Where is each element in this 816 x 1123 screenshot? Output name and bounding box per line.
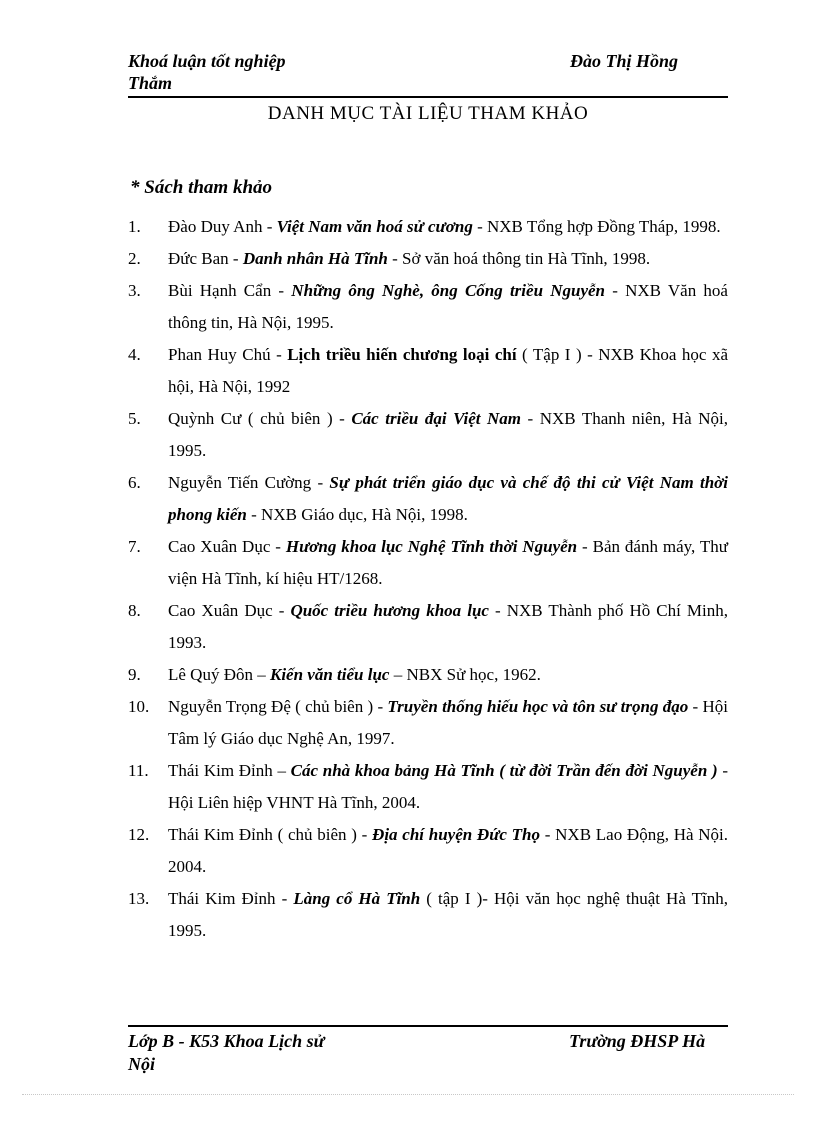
header-author: Đào Thị Hồng: [570, 51, 679, 71]
reference-author: Phan Huy Chú -: [168, 345, 288, 364]
reference-author: Đào Duy Anh -: [168, 217, 277, 236]
reference-item: [128, 595, 728, 659]
reference-number: 3.: [128, 281, 141, 300]
reference-publisher: - Hội Tâm lý Giáo dục Nghệ An, 1997.: [168, 697, 728, 748]
reference-book-title: Danh nhân Hà Tĩnh: [242, 249, 388, 268]
reference-publisher: ( Tập I ) - NXB Khoa học xã hội, Hà Nội, 1992: [168, 345, 728, 396]
reference-number: 7.: [128, 537, 141, 556]
reference-item: [128, 755, 728, 819]
reference-publisher: - Bản đánh máy, Thư viện Hà Tĩnh, kí hiệu HT/1268.: [168, 537, 728, 588]
reference-book-title: Các nhà khoa bảng Hà Tĩnh ( từ đời Trần đến đời Nguyễn ): [290, 761, 718, 780]
reference-number: 11.: [128, 761, 149, 780]
reference-item: [128, 339, 728, 403]
reference-author: Cao Xuân Dục -: [168, 601, 291, 620]
reference-author: Nguyễn Tiến Cường -: [168, 473, 330, 492]
header-author-continued: Thắm: [128, 73, 173, 93]
footer-university: Trường ĐHSP Hà: [569, 1031, 706, 1051]
section-heading: * Sách tham khảo: [130, 177, 273, 198]
footer-rule: [128, 1025, 728, 1027]
reference-book-title: Lịch triều hiến chương loại chí: [287, 345, 517, 364]
reference-author: Thái Kim Đỉnh –: [168, 761, 291, 780]
reference-number: 5.: [128, 409, 141, 428]
reference-publisher: – NBX Sử học, 1962.: [389, 665, 541, 684]
reference-book-title: Quốc triều hương khoa lục: [290, 601, 489, 620]
reference-publisher: - NXB Tổng hợp Đồng Tháp, 1998.: [472, 217, 721, 236]
reference-item: [128, 243, 728, 275]
reference-publisher: - NXB Thanh niên, Hà Nội, 1995.: [168, 409, 728, 460]
reference-book-title: Việt Nam văn hoá sử cương: [276, 217, 473, 236]
reference-book-title: Làng cổ Hà Tĩnh: [293, 889, 421, 908]
reference-number: 1.: [128, 217, 141, 236]
reference-author: Đức Ban -: [168, 249, 243, 268]
reference-publisher: - NXB Giáo dục, Hà Nội, 1998.: [246, 505, 468, 524]
reference-number: 8.: [128, 601, 141, 620]
reference-item: [128, 275, 728, 339]
reference-book-title: Kiến văn tiểu lục: [269, 665, 390, 684]
reference-number: 10.: [128, 697, 150, 716]
reference-item: [128, 659, 728, 691]
reference-publisher: - NXB Lao Động, Hà Nội. 2004.: [168, 825, 728, 876]
reference-number: 13.: [128, 889, 150, 908]
reference-number: 9.: [128, 665, 141, 684]
reference-publisher: - NXB Văn hoá thông tin, Hà Nội, 1995.: [168, 281, 728, 332]
page-title: DANH MỤC TÀI LIỆU THAM KHẢO: [267, 103, 589, 124]
page-bottom-divider: [22, 1094, 794, 1095]
reference-number: 6.: [128, 473, 141, 492]
reference-publisher: - Hội Liên hiệp VHNT Hà Tĩnh, 2004.: [168, 761, 728, 812]
reference-publisher: - NXB Thành phố Hồ Chí Minh, 1993.: [168, 601, 729, 652]
reference-item: [128, 691, 728, 755]
reference-number: 4.: [128, 345, 141, 364]
reference-item: [128, 467, 728, 531]
reference-book-title: Sự phát triển giáo dục và chế độ thi cử Việt Nam thời phong kiến: [168, 473, 728, 524]
reference-book-title: Các triều đại Việt Nam: [351, 409, 522, 428]
footer-university-continued: Nội: [128, 1054, 155, 1074]
reference-book-title: Địa chí huyện Đức Thọ: [372, 825, 541, 844]
reference-author: Nguyễn Trọng Đệ ( chủ biên ) -: [168, 697, 388, 716]
header-rule: [128, 96, 728, 98]
reference-author: Cao Xuân Dục -: [168, 537, 286, 556]
reference-item: [128, 883, 728, 947]
reference-book-title: Những ông Nghè, ông Cống triều Nguyễn: [291, 281, 606, 300]
reference-item: [128, 531, 728, 595]
reference-book-title: Hương khoa lục Nghệ Tĩnh thời Nguyễn: [285, 537, 578, 556]
reference-author: Thái Kim Đỉnh -: [168, 889, 294, 908]
reference-item: [128, 403, 728, 467]
reference-publisher: - Sở văn hoá thông tin Hà Tĩnh, 1998.: [387, 249, 651, 268]
reference-list: [128, 211, 728, 947]
reference-item: [128, 211, 728, 243]
reference-book-title: Truyền thống hiếu học và tôn sư trọng đạo: [387, 697, 689, 716]
reference-author: Thái Kim Đỉnh ( chủ biên ) -: [168, 825, 373, 844]
reference-author: Quỳnh Cư ( chủ biên ) -: [168, 409, 352, 428]
reference-author: Bùi Hạnh Cẩn -: [168, 281, 292, 300]
reference-item: [128, 819, 728, 883]
reference-number: 12.: [128, 825, 150, 844]
reference-publisher: ( tập I )- Hội văn học nghệ thuật Hà Tĩnh, 1995.: [168, 889, 728, 940]
header-thesis-label: Khoá luận tốt nghiệp: [128, 51, 286, 71]
reference-author: Lê Quý Đôn –: [168, 665, 270, 684]
footer-class-label: Lớp B - K53 Khoa Lịch sử: [128, 1031, 325, 1051]
reference-number: 2.: [128, 249, 141, 268]
